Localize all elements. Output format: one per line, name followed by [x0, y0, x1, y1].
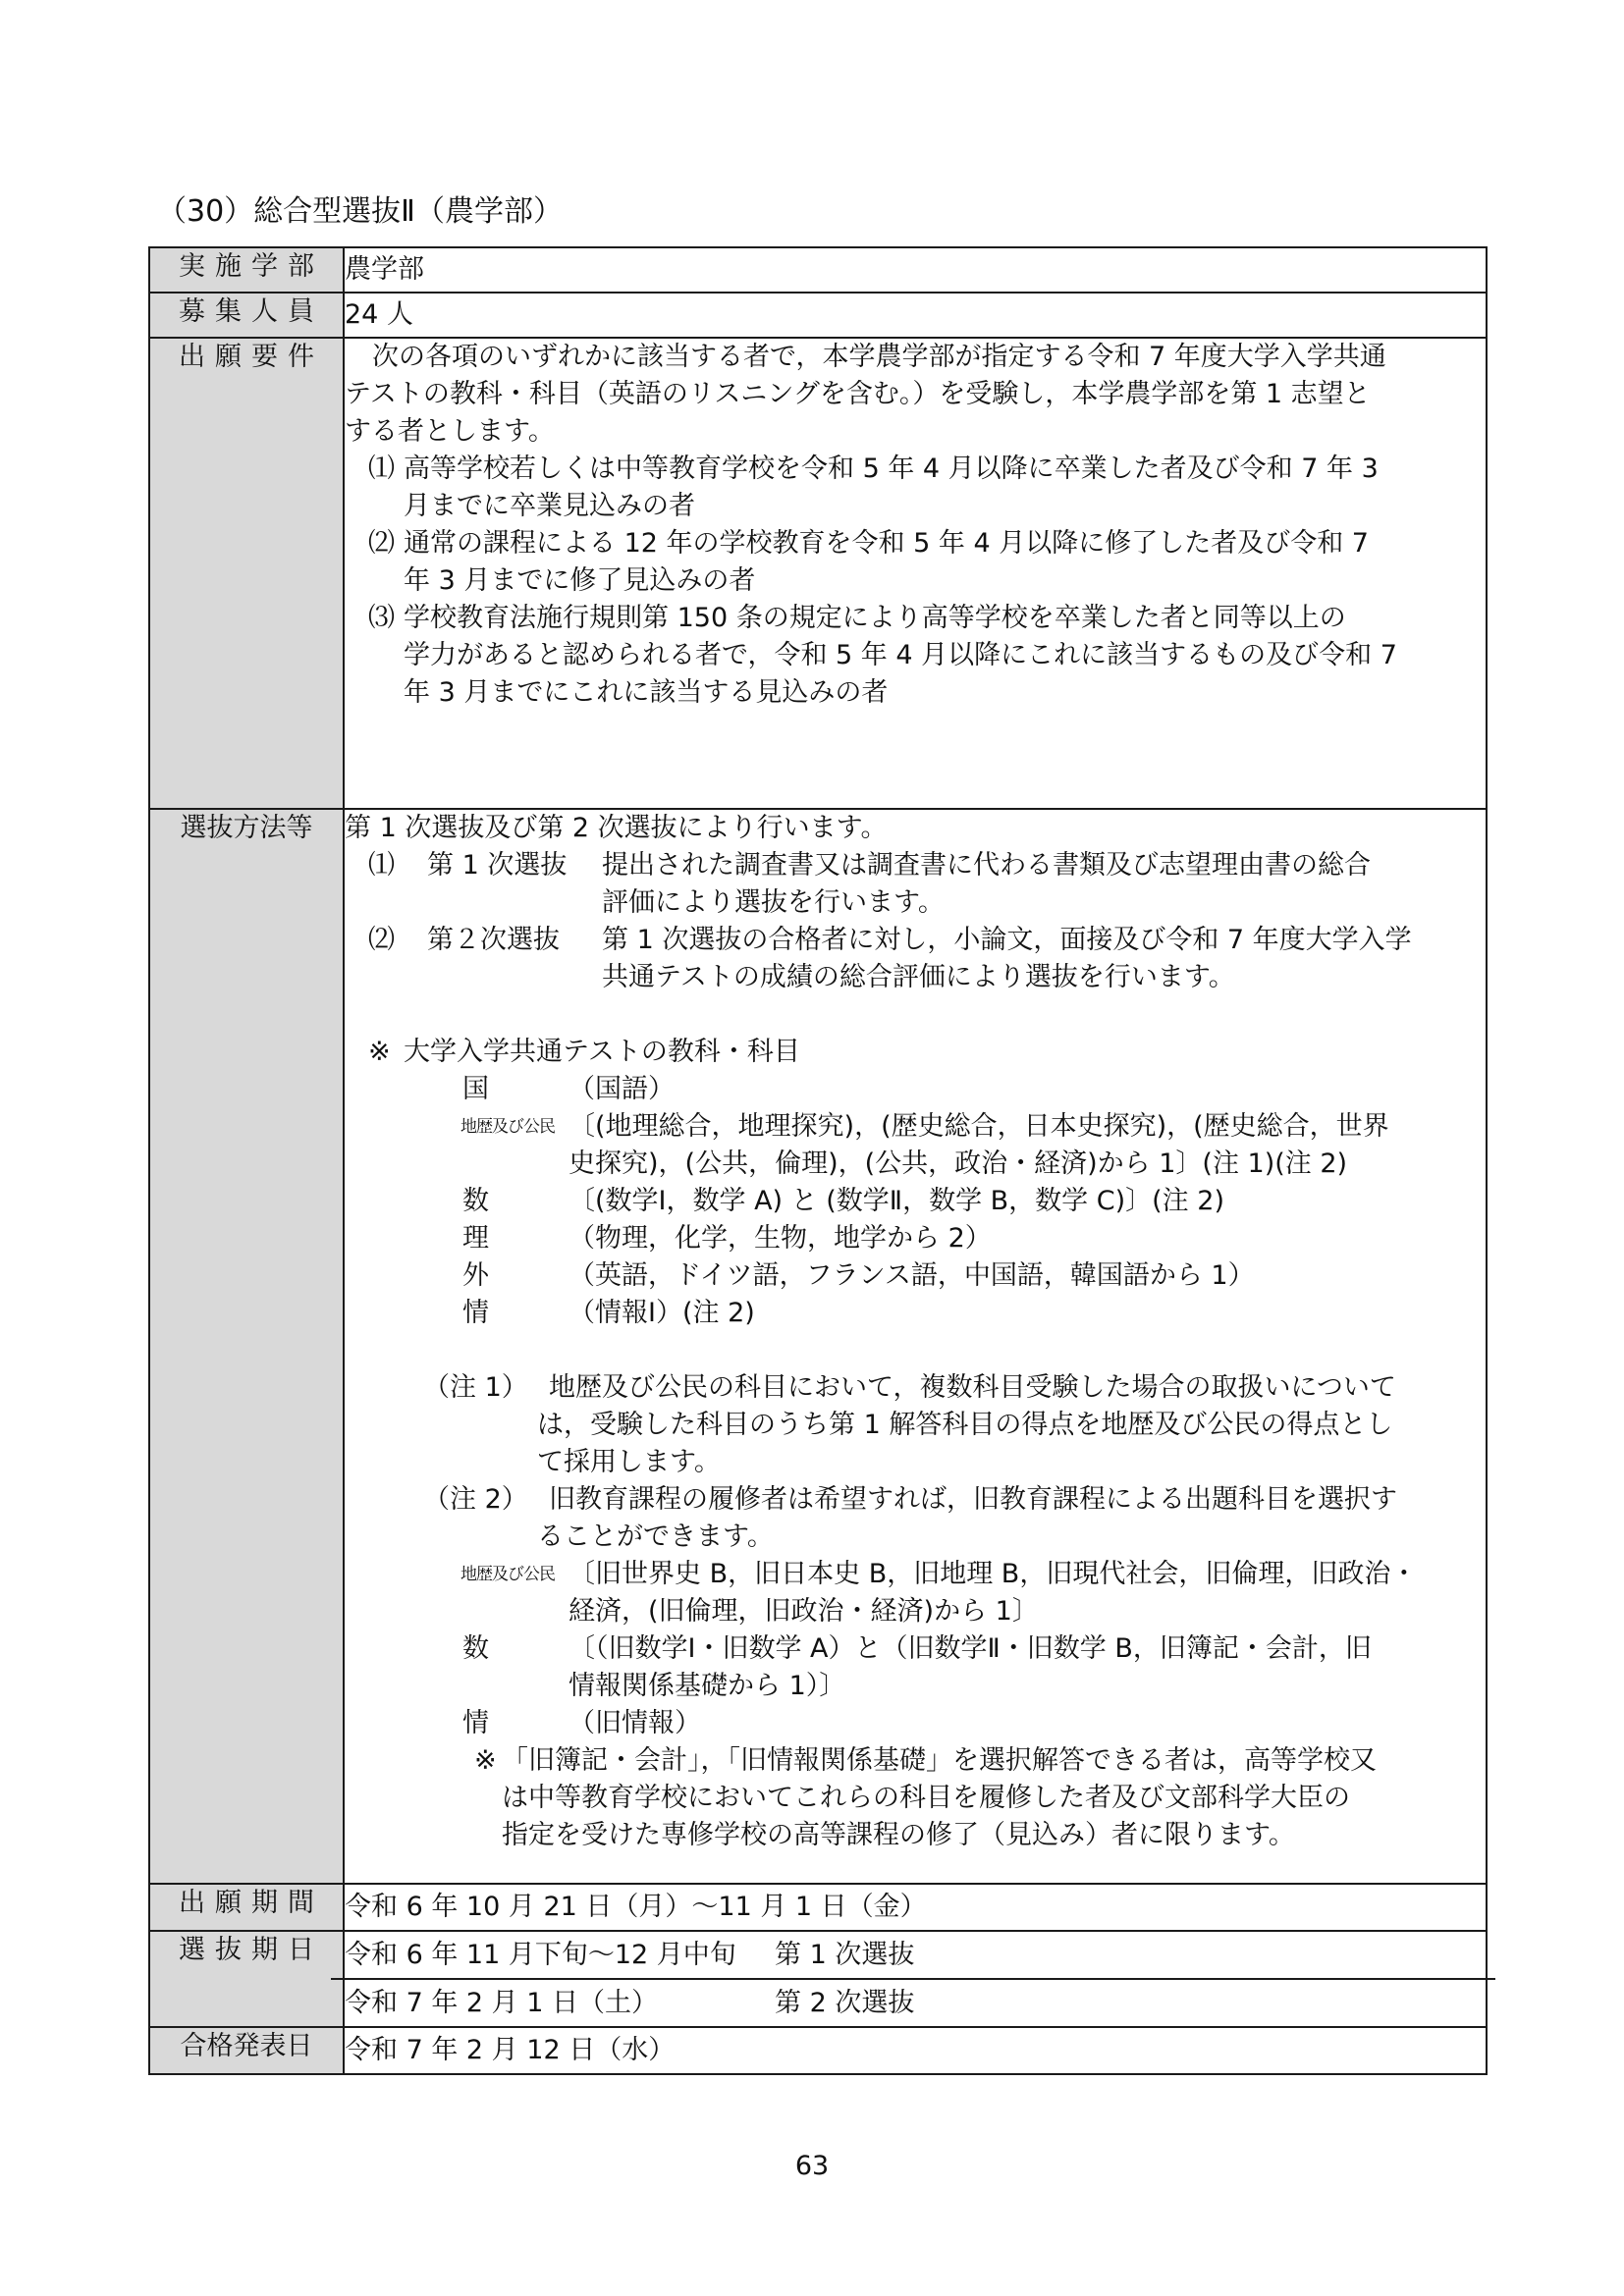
value-announcement: 令和 7 年 2 月 12 日（水）: [344, 2027, 1487, 2074]
req-item-line: 学校教育法施行規則第 150 条の規定により高等学校を卒業した者と同等以上の: [404, 603, 1346, 633]
label-selection-dates-text: 選抜期日: [179, 1935, 324, 1965]
selection-stage: 第 2 次選抜: [775, 1988, 915, 2018]
subject-key: 情: [462, 1298, 489, 1328]
subject-line: 〔旧世界史 B，旧日本史 B，旧地理 B，旧現代社会，旧倫理，旧政治・: [568, 1559, 1418, 1589]
admission-table: [148, 246, 1488, 2075]
req-item-number: ⑶: [368, 603, 395, 633]
selection-date: 令和 6 年 11 月下旬～12 月中旬: [345, 1940, 736, 1970]
label-capacity-text: 募集人員: [179, 296, 324, 327]
label-announcement: [149, 2027, 344, 2074]
subject-info: [345, 1295, 1486, 1332]
req-item-line: 通常の課程による 12 年の学校教育を令和 5 年 4 月以降に修了した者及び令和 7: [404, 528, 1369, 559]
note-line: 地歴及び公民の科目において，複数科目受験した場合の取扱いについて: [549, 1372, 1396, 1403]
row-selection: [149, 809, 1487, 1884]
req-item-line: 年 3 月までにこれに該当する見込みの者: [404, 677, 889, 708]
subject-line: 経済，(旧倫理，旧政治・経済)から 1〕: [568, 1596, 1039, 1627]
req-item-line: 高等学校若しくは中等教育学校を令和 5 年 4 月以降に卒業した者及び令和 7 年 3: [404, 454, 1379, 484]
sel-stage-2: [345, 922, 1486, 996]
sel-stage-line: 第 1 次選抜の合格者に対し，小論文，面接及び令和 7 年度大学入学: [602, 925, 1412, 955]
note-1: [345, 1369, 1486, 1481]
subject-kokugo: [345, 1071, 1486, 1108]
note-mark: ※: [474, 1745, 497, 1776]
subject-science: [345, 1220, 1486, 1257]
label-faculty-text: 実施学部: [179, 251, 324, 282]
note-2: [345, 1481, 1486, 1556]
subject-key: 地歴及び公民: [460, 1565, 555, 1584]
sel-stage-name: 第２次選抜: [427, 925, 560, 955]
req-intro-line: テストの教科・科目（英語のリスニングを含む。）を受験し，本学農学部を第 1 志望と: [345, 379, 1371, 409]
row-application-period: [149, 1884, 1487, 1931]
row-requirements: [149, 338, 1487, 809]
final-note-line: 指定を受けた専修学校の高等課程の修了（見込み）者に限ります。: [502, 1820, 1295, 1850]
label-selection-text: 選抜方法等: [180, 813, 313, 843]
subjects-heading-text: 大学入学共通テストの教科・科目: [404, 1037, 800, 1067]
note-line: 旧教育課程の履修者は希望すれば，旧教育課程による出題科目を選択す: [549, 1484, 1397, 1515]
label-requirements-text: 出願要件: [179, 342, 324, 372]
value-requirements: [344, 338, 1487, 809]
subject-line: （英語，ドイツ語，フランス語，中国語，韓国語から 1）: [568, 1260, 1255, 1291]
note-line: て採用します。: [537, 1447, 721, 1477]
label-faculty: [149, 247, 344, 293]
row-faculty: [149, 247, 1487, 293]
req-item-line: 学力があると認められる者で，令和 5 年 4 月以降にこれに該当するもの及び令和 7: [404, 640, 1397, 670]
subject-key: 理: [462, 1223, 489, 1254]
selection-date-entry: [345, 1932, 1486, 1980]
label-announcement-text: 合格発表日: [180, 2031, 313, 2061]
req-item-line: 月までに卒業見込みの者: [404, 491, 695, 521]
subject-line: 〔(地理総合，地理探究)，(歴史総合，日本史探究)，(歴史総合，世界: [568, 1111, 1389, 1142]
sel-stage-line: 評価により選抜を行います。: [602, 887, 945, 918]
sel-stage-number: ⑵: [368, 925, 395, 955]
subject-math: [345, 1183, 1486, 1220]
sel-stage-line: 共通テストの成績の総合評価により選抜を行います。: [602, 962, 1235, 992]
sel-stage-line: 提出された調査書又は調査書に代わる書類及び志望理由書の総合: [602, 850, 1371, 881]
subject-key: 地歴及び公民: [460, 1117, 555, 1137]
req-intro-line: 次の各項のいずれかに該当する者で，本学農学部が指定する令和 7 年度大学入学共通: [372, 342, 1386, 372]
selection-date-entry: [345, 1980, 1486, 2028]
label-application-period: [149, 1884, 344, 1931]
req-item-number: ⑵: [368, 528, 395, 559]
req-item-1: [345, 451, 1486, 525]
subject-line: 情報関係基礎から 1）〕: [568, 1671, 846, 1701]
final-note-line: 「旧簿記・会計」，「旧情報関係基礎」を選択解答できる者は，高等学校又: [502, 1745, 1377, 1776]
subject-key: 外: [462, 1260, 489, 1291]
subject-line: （情報Ⅰ）(注 2): [568, 1298, 755, 1328]
sel-stage-number: ⑴: [368, 850, 395, 881]
sel-intro: 第 1 次選抜及び第 2 次選抜により行います。: [345, 813, 888, 843]
note-line: は，受験した科目のうち第 1 解答科目の得点を地歴及び公民の得点とし: [537, 1410, 1393, 1440]
subject-line: 〔（旧数学Ⅰ・旧数学 A）と（旧数学Ⅱ・旧数学 B，旧簿記・会計，旧: [568, 1633, 1372, 1664]
subject-foreign: [345, 1257, 1486, 1295]
label-selection-dates: [149, 1931, 344, 2027]
old-subject-chireki-komin: [345, 1556, 1486, 1630]
note-mark: ※: [368, 1037, 391, 1067]
req-intro-line: する者とします。: [345, 416, 555, 447]
row-announcement: [149, 2027, 1487, 2074]
note-line: ることができます。: [537, 1522, 774, 1552]
old-subject-info: [345, 1705, 1486, 1742]
sel-stage-name: 第 1 次選抜: [427, 850, 568, 881]
subject-key: 数: [462, 1633, 489, 1664]
note-key: （注 2）: [423, 1484, 528, 1515]
value-selection: [344, 809, 1487, 1884]
subjects-heading: [345, 1034, 1486, 1071]
value-faculty: 農学部: [344, 247, 1487, 293]
req-item-3: [345, 600, 1486, 712]
sel-stage-1: [345, 847, 1486, 922]
label-selection: [149, 809, 344, 1884]
page-number: 63: [794, 2151, 830, 2181]
subject-line: （物理，化学，生物，地学から 2）: [568, 1223, 992, 1254]
row-selection-dates: [149, 1931, 1487, 2027]
final-note: [345, 1742, 1486, 1854]
req-item-number: ⑴: [368, 454, 395, 484]
subject-line: 〔(数学Ⅰ，数学 A) と (数学Ⅱ，数学 B，数学 C)〕(注 2): [568, 1186, 1224, 1216]
label-capacity: [149, 293, 344, 338]
subject-key: 数: [462, 1186, 489, 1216]
subject-key: 国: [462, 1074, 489, 1104]
note-key: （注 1）: [423, 1372, 528, 1403]
subject-line: （国語）: [568, 1074, 675, 1104]
selection-stage: 第 1 次選抜: [775, 1940, 915, 1970]
label-requirements: [149, 338, 344, 809]
value-selection-dates: [344, 1931, 1487, 2027]
final-note-line: は中等教育学校においてこれらの科目を履修した者及び文部科学大臣の: [502, 1783, 1350, 1813]
value-application-period: 令和 6 年 10 月 21 日（月）～11 月 1 日（金）: [344, 1884, 1487, 1931]
subject-line: （旧情報）: [568, 1708, 701, 1738]
req-item-2: [345, 525, 1486, 600]
row-capacity: [149, 293, 1487, 338]
page-title: （30）総合型選抜Ⅱ（農学部）: [157, 194, 563, 229]
old-subject-math: [345, 1630, 1486, 1705]
selection-date: 令和 7 年 2 月 1 日（土）: [345, 1988, 659, 2018]
subject-chireki-komin: [345, 1108, 1486, 1183]
subject-key: 情: [462, 1708, 489, 1738]
subject-line: 史探究)，(公共，倫理)，(公共，政治・経済)から 1〕(注 1)(注 2): [568, 1148, 1348, 1179]
value-capacity: 24 人: [344, 293, 1487, 338]
req-item-line: 年 3 月までに修了見込みの者: [404, 565, 756, 596]
label-application-period-text: 出願期間: [179, 1888, 324, 1918]
